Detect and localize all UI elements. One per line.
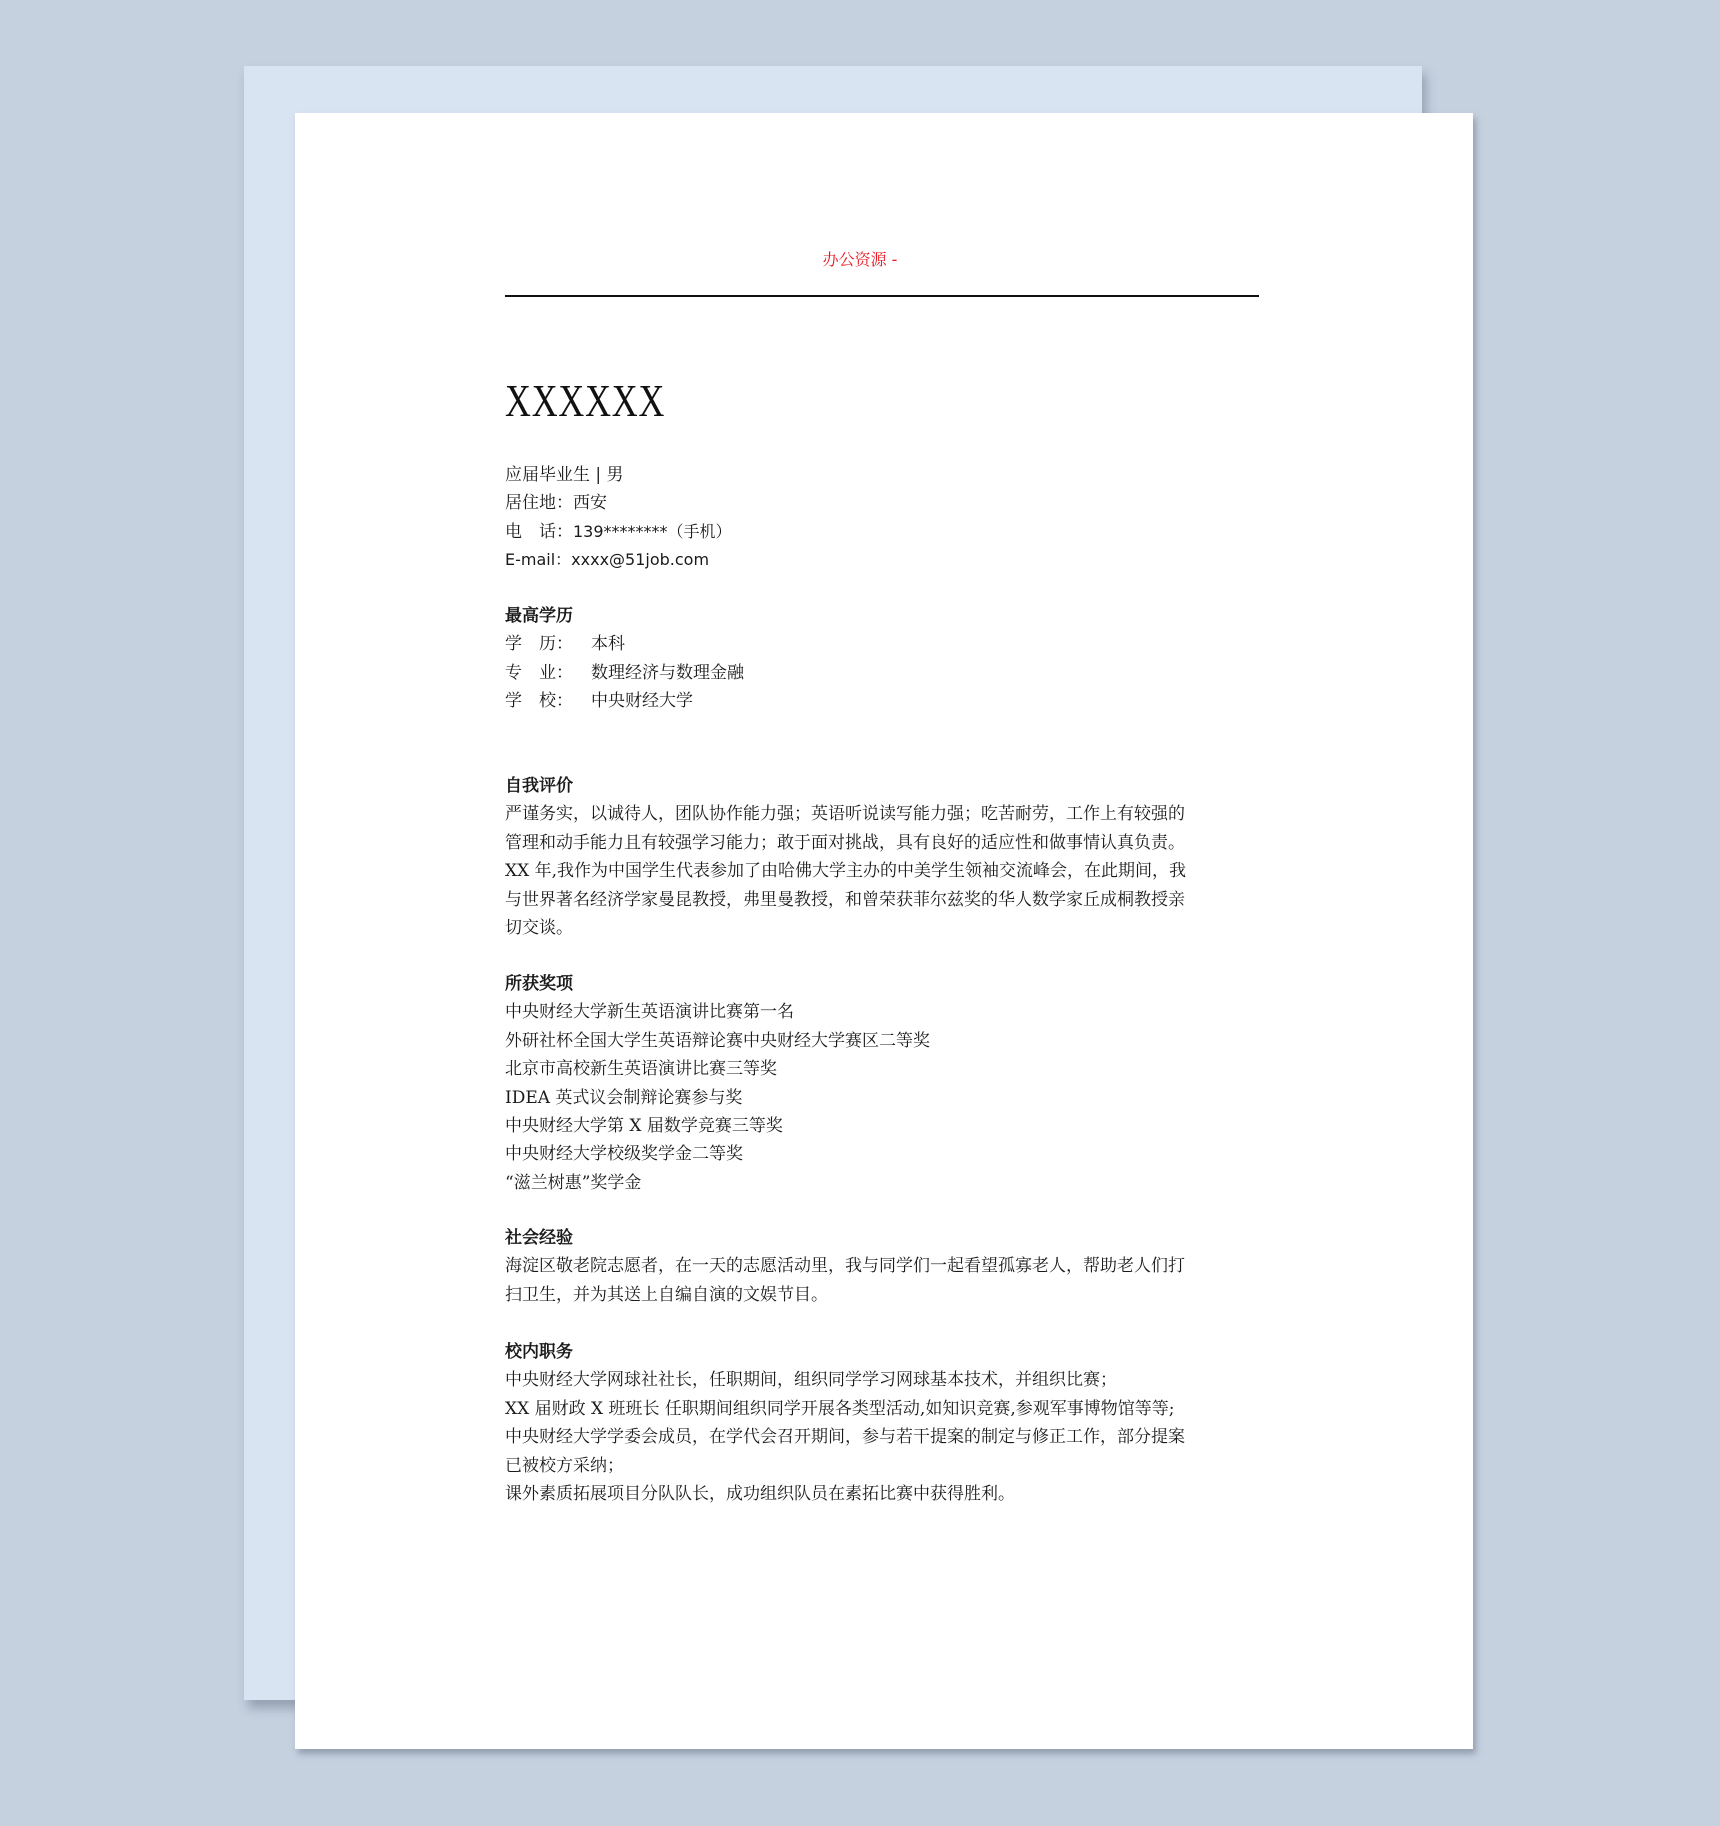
- award-item: 北京市高校新生英语演讲比赛三等奖: [505, 1059, 777, 1080]
- paragraph-line: 严谨务实，以诚待人，团队协作能力强；英语听说读写能力强；吃苦耐劳，工作上有较强的: [505, 804, 1185, 825]
- phone-row: [505, 518, 1265, 546]
- school-row: [505, 687, 1265, 715]
- campus-positions-section: [505, 1338, 1265, 1508]
- award-item: IDEA 英式议会制辩论赛参与奖: [505, 1087, 743, 1108]
- page-header: 办公资源 -: [822, 250, 898, 269]
- school-label: 学 校：: [505, 691, 573, 712]
- position-line: 中央财经大学网球社社长，任职期间，组织同学学习网球基本技术，并组织比赛；: [505, 1370, 1117, 1391]
- phone-value: 139********（手机）: [573, 521, 732, 541]
- paragraph-line: 扫卫生，并为其送上自编自演的文娱节目。: [505, 1284, 828, 1305]
- candidate-name: XXXXXX: [505, 375, 666, 426]
- education-value: 本科: [591, 634, 625, 655]
- social-experience-section: [505, 1224, 1265, 1309]
- awards-title: 所获奖项: [505, 974, 573, 994]
- school-value: 中央财经大学: [591, 691, 693, 712]
- awards-section: [505, 970, 1265, 1197]
- award-item: 中央财经大学第 X 届数学竞赛三等奖: [505, 1116, 783, 1137]
- education-section: [505, 602, 1265, 716]
- email-value: xxxx@51job.com: [571, 550, 710, 570]
- residence-row: [505, 489, 1265, 517]
- paragraph-line: 切交谈。: [505, 918, 573, 939]
- education-row: [505, 630, 1265, 658]
- self-evaluation-section: [505, 772, 1265, 942]
- email-row: [505, 546, 1265, 574]
- header-divider: [505, 295, 1259, 297]
- phone-label: 电 话：: [505, 521, 573, 542]
- residence-label: 居住地：: [505, 493, 573, 514]
- self-evaluation-title: 自我评价: [505, 776, 573, 796]
- position-line: 中央财经大学学委会成员，在学代会召开期间，参与若干提案的制定与修正工作，部分提案: [505, 1427, 1185, 1448]
- position-line: 已被校方采纳；: [505, 1455, 624, 1476]
- paragraph-line: 与世界著名经济学家曼昆教授，弗里曼教授，和曾荣获菲尔兹奖的华人数学家丘成桐教授亲: [505, 889, 1185, 910]
- residence-value: 西安: [573, 493, 607, 514]
- award-item: 外研社杯全国大学生英语辩论赛中央财经大学赛区二等奖: [505, 1030, 930, 1051]
- paragraph-line: 管理和动手能力且有较强学习能力；敢于面对挑战，具有良好的适应性和做事情认真负责。: [505, 832, 1185, 853]
- social-experience-title: 社会经验: [505, 1228, 573, 1248]
- education-title: 最高学历: [505, 606, 573, 626]
- personal-info: [505, 461, 1265, 575]
- email-label: E-mail：: [505, 550, 572, 570]
- status-gender: 应届毕业生 | 男: [505, 465, 624, 485]
- paragraph-line: 海淀区敬老院志愿者，在一天的志愿活动里，我与同学们一起看望孤寡老人，帮助老人们打: [505, 1256, 1185, 1277]
- education-label: 学 历：: [505, 634, 573, 655]
- position-line: XX 届财政 X 班班长 任职期间组织同学开展各类型活动,如知识竞赛,参观军事博物馆等等;: [505, 1398, 1175, 1419]
- major-value: 数理经济与数理金融: [591, 662, 744, 683]
- major-row: [505, 659, 1265, 687]
- paragraph-line: XX 年,我作为中国学生代表参加了由哈佛大学主办的中美学生领袖交流峰会，在此期间，我: [505, 861, 1187, 882]
- award-item: 中央财经大学校级奖学金二等奖: [505, 1144, 743, 1165]
- award-item: 中央财经大学新生英语演讲比赛第一名: [505, 1002, 794, 1023]
- position-line: 课外素质拓展项目分队队长，成功组织队员在素拓比赛中获得胜利。: [505, 1484, 1015, 1505]
- major-label: 专 业：: [505, 662, 573, 683]
- campus-positions-title: 校内职务: [505, 1342, 573, 1362]
- award-item: “滋兰树惠”奖学金: [505, 1172, 642, 1193]
